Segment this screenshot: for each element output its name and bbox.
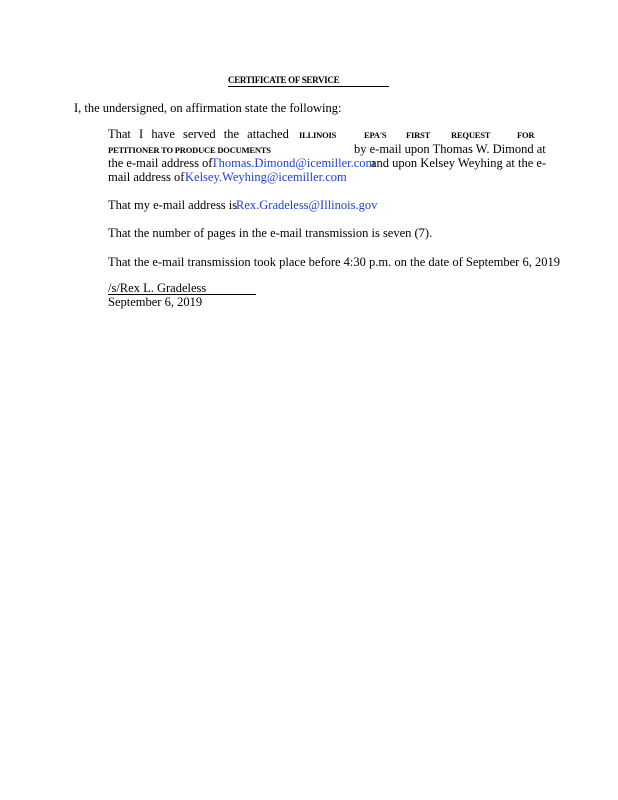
title-underline bbox=[228, 86, 389, 87]
intro-text: I, the undersigned, on affirmation state the following: bbox=[74, 101, 342, 115]
signature-date: September 6, 2019 bbox=[108, 295, 203, 309]
doc-title-line2: PETITIONER TO PRODUCE DOCUMENTS bbox=[108, 145, 271, 155]
email-gradeless-link[interactable]: Rex.Gradeless@Illinois.gov bbox=[236, 198, 378, 212]
para1-lead: That I have served the attached bbox=[108, 127, 289, 141]
para2-text: That my e-mail address is bbox=[108, 198, 238, 212]
doc-word-4: REQUEST bbox=[451, 130, 491, 140]
email-dimond-link[interactable]: Thomas.Dimond@icemiller.com bbox=[211, 156, 376, 170]
doc-word-1: ILLINOIS bbox=[299, 130, 337, 140]
para3-text: That the number of pages in the e-mail transmission is seven (7). bbox=[108, 226, 433, 240]
doc-word-5: FOR bbox=[517, 130, 535, 140]
para4-text: That the e-mail transmission took place before 4:30 p.m. on the date of September 6, 2019 bbox=[108, 255, 560, 269]
para1-upon: by e-mail upon Thomas W. Dimond at bbox=[354, 142, 546, 156]
doc-word-3: FIRST bbox=[406, 130, 431, 140]
para1-line4-a: mail address of bbox=[108, 170, 185, 184]
email-weyhing-link[interactable]: Kelsey.Weyhing@icemiller.com bbox=[185, 170, 347, 184]
signature-text: /s/Rex L. Gradeless bbox=[108, 281, 207, 295]
para1-line3-a: the e-mail address of bbox=[108, 156, 213, 170]
doc-word-2: EPA'S bbox=[364, 130, 387, 140]
certificate-title: CERTIFICATE OF SERVICE bbox=[228, 75, 340, 85]
para1-line3-b: and upon Kelsey Weyhing at the e- bbox=[371, 156, 547, 170]
